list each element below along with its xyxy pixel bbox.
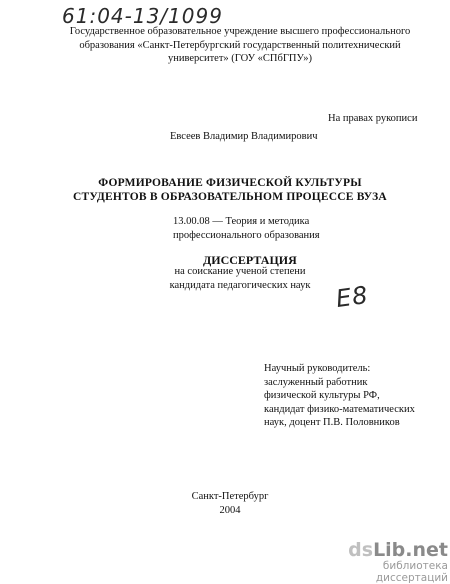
institution-header [40, 25, 440, 66]
title-line-2: СТУДЕНТОВ В ОБРАЗОВАТЕЛЬНОМ ПРОЦЕССЕ ВУЗА [73, 191, 387, 203]
supervisor-line-1: Научный руководитель: [264, 363, 371, 374]
watermark-logo-prefix: ds [348, 539, 374, 561]
watermark [332, 540, 448, 584]
place: Санкт-Петербург [191, 491, 269, 502]
year: 2004 [219, 504, 241, 516]
institution-line-3: университет» (ГОУ «СПбГПУ») [168, 53, 312, 64]
supervisor-line-5: наук, доцент П.В. Половников [264, 417, 400, 428]
specialty [173, 215, 320, 242]
supervisor-line-3: физической культуры РФ, [264, 390, 380, 401]
watermark-logo-suffix: Lib.net [373, 539, 448, 561]
author-name: Евсеев Владимир Владимирович [170, 131, 318, 142]
degree-line-1: на соискание ученой степени [174, 266, 306, 277]
handwritten-initials: Е8 [334, 280, 371, 314]
specialty-line-1: 13.00.08 — Теория и методика [173, 216, 310, 227]
supervisor-block [264, 362, 415, 430]
rights-note: На правах рукописи [328, 113, 418, 124]
document-type: ДИССЕРТАЦИЯ [203, 253, 297, 267]
degree-line-2: кандидата педагогических наук [169, 279, 311, 291]
dissertation-title [60, 176, 400, 204]
institution-line-1: Государственное образовательное учреждение высшего профессионального [69, 26, 411, 37]
place-year [180, 490, 280, 517]
handwritten-archive-code: 61:04-13/1099 [62, 4, 223, 28]
institution-line-2: образования «Санкт-Петербургский государственный политехнический [79, 39, 401, 51]
supervisor-line-2: заслуженный работник [264, 376, 368, 388]
degree [160, 265, 320, 292]
title-line-1: ФОРМИРОВАНИЕ ФИЗИЧЕСКОЙ КУЛЬТУРЫ [98, 177, 362, 189]
watermark-logo [332, 540, 448, 560]
watermark-subtitle: библиотека диссертаций [375, 560, 448, 584]
specialty-line-2: профессионального образования [173, 229, 320, 241]
supervisor-line-4: кандидат физико-математических [264, 403, 415, 415]
